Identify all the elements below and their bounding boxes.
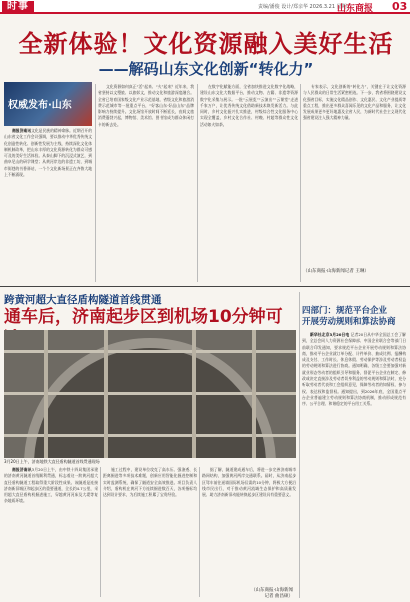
- story3-title-line-2: 开展劳动规则和算法协商: [302, 317, 396, 327]
- newspaper-name: 山东商报: [337, 4, 374, 14]
- story2-kicker: 跨黄河超大直径盾构隧道首线贯通: [4, 294, 162, 306]
- story3-body: [302, 332, 406, 598]
- photo-label: 权威发布·山东: [8, 100, 72, 111]
- column-rule: [100, 467, 101, 597]
- story2-lead: 商报济南讯: [12, 467, 32, 472]
- story2-text-1: 3月20日上午，由中铁十四局集团承建的济南黄河隧道首线顺利贯通，标志着这一跨黄河超大直径盾构隧道工程取得重大阶段性成果。该隧道是连接济南新旧城区和起步区的重要通道，全长约4.7公里，采用超大直径盾构机掘进施工，穿越黄河河床及大堤等复杂地质环境。: [4, 467, 98, 504]
- story1-text-4: 专家表示，文化创新的“转化力”，关键在于让文化资源与人民群众的日常生活紧密相连。下一步，我省将围绕建设文化强省目标，实施文化精品创作、文化惠民、文化产业提质等重点工程，推出更多群众喜闻乐见的文化产品和服务，让文化发展成果更多更好地惠及全省人民，为新时代社会主义现代化强省建设注入强大精神力量。: [303, 84, 406, 121]
- tunnel-post: [192, 330, 196, 458]
- header-meta: 责编/潘俊 设计/郑亲华 2026.3.21 星期六: [258, 4, 352, 10]
- story1-lead: 商报济南讯: [12, 128, 32, 133]
- story1-photo: [4, 82, 92, 126]
- story1-byline: （山东商报·山海新闻记者 王琳）: [303, 269, 369, 274]
- story3-headline: [302, 306, 406, 328]
- story2-column-3: [202, 467, 296, 585]
- story2-column-2: [103, 467, 197, 597]
- column-rule: [299, 292, 300, 598]
- tunnel-arch: [24, 338, 276, 458]
- story2-headline: 通车后，济南起步区到机场10分钟可: [4, 307, 283, 327]
- story3-lead: 新华社北京3月20日电: [310, 332, 350, 337]
- story2-text-3: 据了解，隧道建成通车后，将进一步完善济南城市路网结构，加强黄河两岸交通联系。届时，从济南起步区驾车前往遥墙国际机场仅需约10分钟，将极大方便沿线市民出行，对于推动黄河流域生态保护和高质量发展、助力济南新旧动能转换起步区建设具有重要意义。: [202, 467, 296, 498]
- column-rule: [199, 467, 200, 597]
- story1-text-2: 文化资源如何真正“活”起来、“火”起来？近年来，我省坚持以文塑旅、以旅彰文，推动文化和旅游深度融合。全省已培育国家级文化产业示范基地、省级文化和旅游消费示范城市等一批重点平台，“好客山东·好品山东”品牌影响力持续提升。文化场馆开放时间不断延长，夜间文旅消费蓬勃兴起，博物馆、美术馆、图书馆成为群众休闲打卡的新去处。: [98, 84, 194, 127]
- section-divider: [0, 286, 410, 287]
- story3-text: 记者20日从中华全国总工会了解到，全总会同人力资源社会保障部、中国企业联合会等部门日前联合印发通知，要求规范平台企业开展劳动规则和算法协商，推动平台企业就订单分配、计件单价、抽成比例、报酬构成及支付、工作时长、休息休假、劳动保护等涉及劳动者权益的劳动规则和算法进行协商。通知明确，各级工会要加强对新就业形态劳动者的组织引导和服务，督促平台企业在制定、修改或决定直接涉及劳动者切身利益的劳动规则和算法时，充分听取劳动者代表和工会组织意见，保障劳动者的知情权、参与权、表达权和监督权。通知提出，到2026年底，全国重点平台企业普遍建立劳动规则和算法协商机制，推动形成规范有序、公平合理、和谐稳定的平台用工关系。: [302, 332, 406, 407]
- tunnel-photo-caption: 3月20日上午，济南地铁大直径盾构隧道首线贯通现场: [4, 459, 100, 464]
- story1-column-2: [98, 84, 194, 282]
- column-rule: [197, 84, 198, 282]
- column-rule: [95, 84, 96, 282]
- story2-text-2: 施工过程中，建设单位攻克了高水压、强渗透、长距离掘进等多项技术难题，创新应用智能化掘进控制和实时监测系统，确保了隧道安全高效推进。项目负责人介绍，盾构机在黄河下方连续掘进数百天，各项指标均达到设计要求，为后续施工积累了宝贵经验。: [103, 467, 197, 498]
- page-number: 03: [392, 0, 408, 13]
- tunnel-post: [44, 330, 48, 458]
- story1-headline: 全新体验！文化资源融入美好生活: [18, 30, 394, 58]
- story1-column-3: [200, 84, 298, 282]
- column-rule: [300, 84, 301, 282]
- story1-column-4: [303, 84, 406, 266]
- story2-column-1: [4, 467, 98, 597]
- story1-column-1: [4, 128, 92, 280]
- story1-text-3: 在数字化赋能方面，全省加快推进文化数字化战略，建设山东文化大数据平台，推动文物、古籍、非遗等资源数字化采集与展示。一批“云展览”“云演出”“云课堂”走进千家万户，让优秀传统文化借助新技术焕发新活力。与此同时，乡村文化振兴扎实推进，村级综合性文化服务中心实现全覆盖，乡村文化合作社、村晚、村超等群众性文化活动如火如荼。: [200, 84, 298, 127]
- story1-text-1: 文化是民族的精神命脉。近期召开的山东省文化工作会议强调，要以推动中华优秀传统文化创造性转化、创新性发展为主线，持续深化文化体制机制改革，把山东丰厚的文化资源转化为群众可感可及的美好生活体验。从泰山脚下的沉浸式演艺，到曲阜尼山的研学课堂；从黄河岸边的非遗工坊，到城市街巷的书香驿站，一个个文化新场景正在齐鲁大地上不断涌现。: [4, 128, 92, 178]
- page-header: [0, 0, 410, 14]
- story1-subheadline: ——解码山东文化创新“转化力”: [98, 60, 314, 78]
- story2-byline: （山东商报·山海新闻 记者 曲昌硕）: [251, 588, 293, 599]
- tunnel-post: [252, 330, 256, 458]
- tunnel-photo: [4, 330, 296, 458]
- tunnel-post: [104, 330, 108, 458]
- section-label: 时事: [2, 1, 34, 13]
- story3-title-line-1: 四部门：规范平台企业: [302, 306, 388, 316]
